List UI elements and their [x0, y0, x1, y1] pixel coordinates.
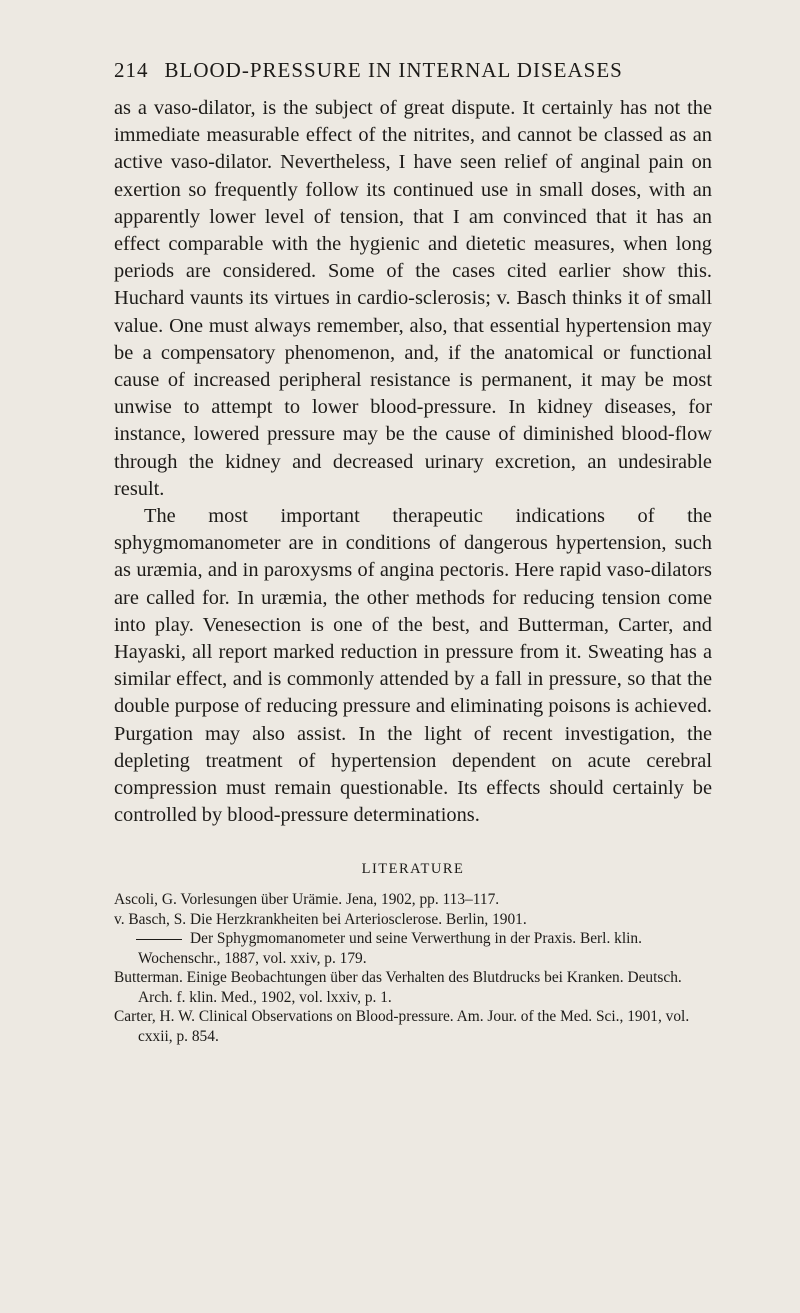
reference-item: Carter, H. W. Clinical Observations on Blood-pressure. Am. Jour. of the Med. Sci., 1901, vol. cxxii, p. 854.	[114, 1008, 690, 1045]
running-title: BLOOD-PRESSURE IN INTERNAL DISEASES	[164, 58, 623, 82]
literature-heading: LITERATURE	[361, 861, 465, 878]
reference-list	[114, 890, 712, 1046]
reference-text: Der Sphygmomanometer und seine Verwerthung in der Praxis. Berl. klin. Wochenschr., 1887, vol. xxiv, p. 179.	[138, 930, 642, 967]
body-text	[114, 95, 712, 829]
page-number: 214	[114, 58, 149, 82]
reference-item: v. Basch, S. Die Herzkrankheiten bei Arteriosclerose. Berlin, 1901.	[114, 910, 527, 928]
paragraph-therapeutic-indications: The most important therapeutic indications of the sphygmomanometer are in conditions of dangerous hypertension, such as uræmia, and in paroxysms of angina pectoris. Here rapid vaso-dilators are called for. In uræmia, the other methods for reducing tension come into play. Venesection is one of the best, and Butterman, Carter, and Hayaski, all report marked reduction in pressure from it. Sweating has a similar effect, and is commonly attended by a fall in pressure, so that the double purpose of reducing pressure and eliminating poisons is achieved. Purgation may also assist. In the light of recent investigation, the depleting treatment of hypertension dependent on acute cerebral compression must remain questionable. Its effects should certainly be controlled by blood-pressure determinations.	[114, 505, 712, 827]
running-head	[114, 58, 712, 83]
paragraph-continued: as a vaso-dilator, is the subject of great dispute. It certainly has not the immediate measurable effect of the nitrites, and cannot be classed as an active vaso-dilator. Nevertheless, I have seen relief of anginal pain on exertion so frequently follow its continued use in small doses, with an apparently lower level of tension, that I am convinced that it has an effect comparable with the hygienic and dietetic measures, when long periods are considered. Some of the cases cited earlier show this. Huchard vaunts its virtues in cardio-sclerosis; v. Basch thinks it of small value. One must always remember, also, that essential hypertension may be a compensatory phenomenon, and, if the anatomical or functional cause of increased peripheral resistance is permanent, it may be most unwise to attempt to lower blood-pressure. In kidney diseases, for instance, lowered pressure may be the cause of diminished blood-flow through the kidney and decreased urinary excretion, an undesirable result.	[114, 97, 712, 500]
reference-item	[114, 929, 712, 968]
reference-item: Ascoli, G. Vorlesungen über Urämie. Jena, 1902, pp. 113–117.	[114, 891, 500, 909]
ditto-dash	[136, 939, 182, 940]
reference-item: Butterman. Einige Beobachtungen über das Verhalten des Blutdrucks bei Kranken. Deutsch. Arch. f. klin. Med., 1902, vol. lxxiv, p. 1.	[114, 969, 682, 1006]
